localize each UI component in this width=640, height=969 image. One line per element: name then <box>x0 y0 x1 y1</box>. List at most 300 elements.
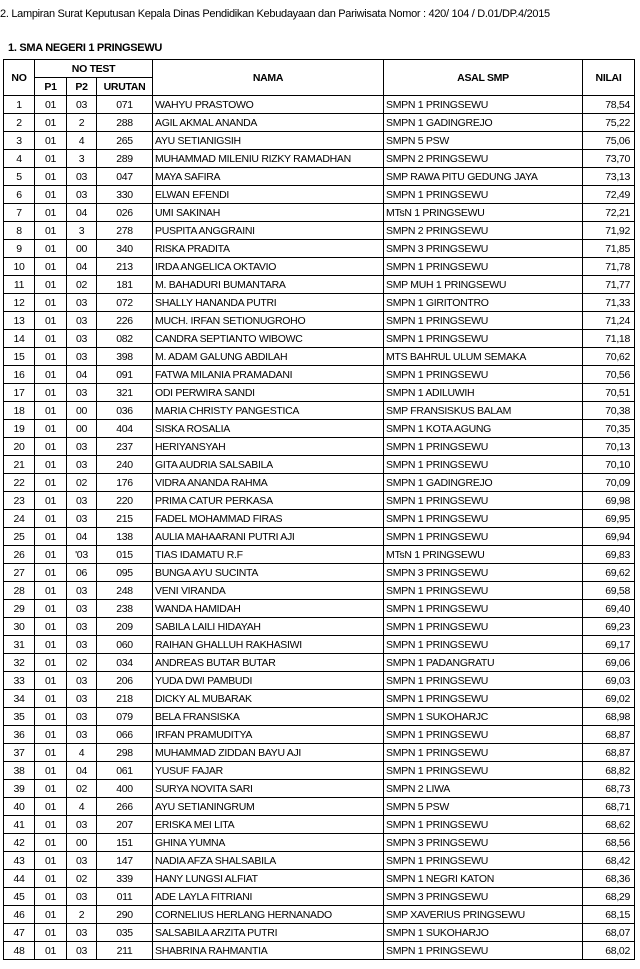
cell-no: 22 <box>4 474 35 492</box>
cell-p1: 01 <box>35 798 67 816</box>
cell-nilai: 68,02 <box>583 942 635 960</box>
cell-no: 2 <box>4 114 35 132</box>
cell-p1: 01 <box>35 96 67 114</box>
cell-asal-smp: SMPN 1 PRINGSEWU <box>384 852 583 870</box>
cell-urutan: 266 <box>97 798 153 816</box>
cell-p1: 01 <box>35 366 67 384</box>
cell-nama: M. ADAM GALUNG ABDILAH <box>153 348 384 366</box>
cell-p2: 03 <box>67 690 97 708</box>
cell-p2: 00 <box>67 240 97 258</box>
cell-urutan: 066 <box>97 726 153 744</box>
cell-asal-smp: SMPN 1 PRINGSEWU <box>384 330 583 348</box>
cell-p2: 04 <box>67 258 97 276</box>
cell-nilai: 71,92 <box>583 222 635 240</box>
table-row <box>4 330 635 348</box>
cell-asal-smp: SMPN 1 PRINGSEWU <box>384 582 583 600</box>
table-row <box>4 258 635 276</box>
cell-p1: 01 <box>35 402 67 420</box>
cell-p2: 03 <box>67 726 97 744</box>
cell-asal-smp: SMP MUH 1 PRINGSEWU <box>384 276 583 294</box>
cell-no: 7 <box>4 204 35 222</box>
cell-p2: 02 <box>67 474 97 492</box>
cell-p1: 01 <box>35 474 67 492</box>
cell-nama: WANDA HAMIDAH <box>153 600 384 618</box>
cell-nilai: 69,03 <box>583 672 635 690</box>
cell-p2: 00 <box>67 420 97 438</box>
cell-nilai: 72,21 <box>583 204 635 222</box>
cell-asal-smp: SMPN 1 GADINGREJO <box>384 474 583 492</box>
cell-urutan: 215 <box>97 510 153 528</box>
cell-urutan: 060 <box>97 636 153 654</box>
cell-nama: SABILA LAILI HIDAYAH <box>153 618 384 636</box>
cell-asal-smp: SMPN 2 PRINGSEWU <box>384 150 583 168</box>
table-row <box>4 600 635 618</box>
table-row <box>4 780 635 798</box>
cell-no: 10 <box>4 258 35 276</box>
header-nama: NAMA <box>153 60 384 96</box>
cell-p2: 3 <box>67 150 97 168</box>
cell-nilai: 68,15 <box>583 906 635 924</box>
table-row <box>4 546 635 564</box>
header-p1: P1 <box>35 78 67 96</box>
cell-nilai: 73,70 <box>583 150 635 168</box>
cell-asal-smp: SMPN 1 PRINGSEWU <box>384 744 583 762</box>
cell-nilai: 71,18 <box>583 330 635 348</box>
cell-nama: CANDRA SEPTIANTO WIBOWC <box>153 330 384 348</box>
cell-no: 38 <box>4 762 35 780</box>
cell-urutan: 072 <box>97 294 153 312</box>
cell-asal-smp: SMP FRANSISKUS BALAM <box>384 402 583 420</box>
cell-urutan: 404 <box>97 420 153 438</box>
cell-nilai: 70,62 <box>583 348 635 366</box>
cell-p1: 01 <box>35 690 67 708</box>
cell-nama: VIDRA ANANDA RAHMA <box>153 474 384 492</box>
cell-no: 43 <box>4 852 35 870</box>
cell-p2: 03 <box>67 888 97 906</box>
cell-asal-smp: SMPN 1 PRINGSEWU <box>384 312 583 330</box>
cell-asal-smp: SMPN 1 SUKOHARJO <box>384 924 583 942</box>
cell-nama: M. BAHADURI BUMANTARA <box>153 276 384 294</box>
cell-p2: 03 <box>67 348 97 366</box>
cell-p2: 03 <box>67 168 97 186</box>
header-p2: P2 <box>67 78 97 96</box>
table-row <box>4 762 635 780</box>
table-row <box>4 366 635 384</box>
cell-nilai: 70,13 <box>583 438 635 456</box>
cell-asal-smp: SMPN 1 PRINGSEWU <box>384 366 583 384</box>
section-title: 1. SMA NEGERI 1 PRINGSEWU <box>8 42 163 54</box>
cell-no: 24 <box>4 510 35 528</box>
cell-urutan: 035 <box>97 924 153 942</box>
cell-nilai: 69,40 <box>583 600 635 618</box>
header-no-test: NO TEST <box>35 60 153 78</box>
cell-p1: 01 <box>35 618 67 636</box>
cell-urutan: 240 <box>97 456 153 474</box>
cell-p2: 03 <box>67 330 97 348</box>
cell-p2: 04 <box>67 366 97 384</box>
cell-asal-smp: SMPN 3 PRINGSEWU <box>384 240 583 258</box>
cell-p2: 03 <box>67 96 97 114</box>
cell-asal-smp: SMPN 1 GIRITONTRO <box>384 294 583 312</box>
cell-urutan: 278 <box>97 222 153 240</box>
cell-asal-smp: SMPN 1 PRINGSEWU <box>384 618 583 636</box>
cell-nama: BUNGA AYU SUCINTA <box>153 564 384 582</box>
cell-nilai: 68,42 <box>583 852 635 870</box>
cell-asal-smp: SMP XAVERIUS PRINGSEWU <box>384 906 583 924</box>
cell-p1: 01 <box>35 564 67 582</box>
cell-nama: FATWA MILANIA PRAMADANI <box>153 366 384 384</box>
cell-asal-smp: SMPN 3 PRINGSEWU <box>384 564 583 582</box>
cell-p2: 03 <box>67 492 97 510</box>
cell-p1: 01 <box>35 852 67 870</box>
cell-nama: AULIA MAHAARANI PUTRI AJI <box>153 528 384 546</box>
cell-urutan: 091 <box>97 366 153 384</box>
cell-p1: 01 <box>35 654 67 672</box>
cell-p1: 01 <box>35 924 67 942</box>
cell-nama: GITA AUDRIA SALSABILA <box>153 456 384 474</box>
cell-no: 39 <box>4 780 35 798</box>
table-row <box>4 852 635 870</box>
cell-p2: 03 <box>67 294 97 312</box>
table-row <box>4 96 635 114</box>
header-urutan: URUTAN <box>97 78 153 96</box>
cell-p2: 2 <box>67 906 97 924</box>
cell-nama: RAIHAN GHALLUH RAKHASIWI <box>153 636 384 654</box>
cell-p1: 01 <box>35 708 67 726</box>
cell-asal-smp: SMPN 5 PSW <box>384 132 583 150</box>
cell-p1: 01 <box>35 186 67 204</box>
cell-p1: 01 <box>35 114 67 132</box>
cell-no: 25 <box>4 528 35 546</box>
cell-urutan: 206 <box>97 672 153 690</box>
cell-asal-smp: SMPN 1 PRINGSEWU <box>384 672 583 690</box>
cell-nama: GHINA YUMNA <box>153 834 384 852</box>
cell-nilai: 69,83 <box>583 546 635 564</box>
table-row <box>4 474 635 492</box>
cell-asal-smp: SMPN 1 PRINGSEWU <box>384 816 583 834</box>
cell-urutan: 207 <box>97 816 153 834</box>
cell-nama: IRDA ANGELICA OKTAVIO <box>153 258 384 276</box>
cell-p2: 04 <box>67 762 97 780</box>
cell-urutan: 248 <box>97 582 153 600</box>
cell-p1: 01 <box>35 420 67 438</box>
cell-urutan: 211 <box>97 942 153 960</box>
cell-nilai: 68,07 <box>583 924 635 942</box>
cell-p2: 03 <box>67 708 97 726</box>
cell-p1: 01 <box>35 726 67 744</box>
table-row <box>4 816 635 834</box>
cell-no: 33 <box>4 672 35 690</box>
header-nilai: NILAI <box>583 60 635 96</box>
table-body <box>4 96 635 960</box>
cell-no: 42 <box>4 834 35 852</box>
cell-urutan: 011 <box>97 888 153 906</box>
cell-nama: PRIMA CATUR PERKASA <box>153 492 384 510</box>
cell-nilai: 78,54 <box>583 96 635 114</box>
cell-p2: 4 <box>67 744 97 762</box>
cell-nama: AYU SETIANIGSIH <box>153 132 384 150</box>
cell-no: 17 <box>4 384 35 402</box>
table-row <box>4 528 635 546</box>
cell-p2: 2 <box>67 114 97 132</box>
cell-nama: HANY LUNGSI ALFIAT <box>153 870 384 888</box>
cell-p1: 01 <box>35 528 67 546</box>
cell-nama: SISKA ROSALIA <box>153 420 384 438</box>
cell-no: 11 <box>4 276 35 294</box>
cell-asal-smp: SMPN 1 PRINGSEWU <box>384 528 583 546</box>
cell-urutan: 061 <box>97 762 153 780</box>
cell-no: 14 <box>4 330 35 348</box>
cell-nilai: 68,29 <box>583 888 635 906</box>
cell-urutan: 034 <box>97 654 153 672</box>
cell-p1: 01 <box>35 870 67 888</box>
cell-nilai: 69,94 <box>583 528 635 546</box>
document-header: 2. Lampiran Surat Keputusan Kepala Dinas Pendidikan Kebudayaan dan Pariwisata Nomor : 420/ 104 / D.01/DP.4/2015 <box>0 8 550 20</box>
cell-p1: 01 <box>35 492 67 510</box>
cell-urutan: 047 <box>97 168 153 186</box>
cell-urutan: 079 <box>97 708 153 726</box>
cell-nilai: 68,87 <box>583 744 635 762</box>
cell-nilai: 75,22 <box>583 114 635 132</box>
cell-nilai: 68,36 <box>583 870 635 888</box>
cell-asal-smp: SMPN 1 PRINGSEWU <box>384 942 583 960</box>
cell-nilai: 70,09 <box>583 474 635 492</box>
cell-no: 37 <box>4 744 35 762</box>
cell-asal-smp: SMPN 1 PRINGSEWU <box>384 690 583 708</box>
cell-no: 8 <box>4 222 35 240</box>
cell-no: 29 <box>4 600 35 618</box>
cell-nilai: 69,95 <box>583 510 635 528</box>
cell-p2: 03 <box>67 312 97 330</box>
cell-nilai: 68,87 <box>583 726 635 744</box>
cell-p2: 03 <box>67 186 97 204</box>
table-row <box>4 708 635 726</box>
cell-nilai: 71,77 <box>583 276 635 294</box>
cell-no: 23 <box>4 492 35 510</box>
cell-no: 31 <box>4 636 35 654</box>
cell-no: 20 <box>4 438 35 456</box>
cell-p1: 01 <box>35 222 67 240</box>
cell-p1: 01 <box>35 744 67 762</box>
cell-nilai: 68,62 <box>583 816 635 834</box>
cell-p2: 03 <box>67 924 97 942</box>
cell-asal-smp: SMPN 1 PRINGSEWU <box>384 492 583 510</box>
cell-nama: SHABRINA RAHMANTIA <box>153 942 384 960</box>
cell-p1: 01 <box>35 510 67 528</box>
table-row <box>4 348 635 366</box>
cell-nama: HERIYANSYAH <box>153 438 384 456</box>
cell-asal-smp: SMPN 1 PRINGSEWU <box>384 600 583 618</box>
cell-nama: YUDA DWI PAMBUDI <box>153 672 384 690</box>
cell-no: 26 <box>4 546 35 564</box>
table-row <box>4 456 635 474</box>
cell-urutan: 340 <box>97 240 153 258</box>
cell-asal-smp: SMPN 2 LIWA <box>384 780 583 798</box>
cell-nama: TIAS IDAMATU R.F <box>153 546 384 564</box>
cell-urutan: 321 <box>97 384 153 402</box>
cell-asal-smp: SMPN 1 GADINGREJO <box>384 114 583 132</box>
cell-urutan: 082 <box>97 330 153 348</box>
cell-no: 9 <box>4 240 35 258</box>
cell-p1: 01 <box>35 330 67 348</box>
table-row <box>4 672 635 690</box>
cell-no: 19 <box>4 420 35 438</box>
cell-urutan: 290 <box>97 906 153 924</box>
table-row <box>4 276 635 294</box>
cell-nama: YUSUF FAJAR <box>153 762 384 780</box>
table-row <box>4 510 635 528</box>
cell-p1: 01 <box>35 762 67 780</box>
cell-urutan: 398 <box>97 348 153 366</box>
cell-no: 5 <box>4 168 35 186</box>
cell-asal-smp: SMPN 1 PRINGSEWU <box>384 510 583 528</box>
cell-urutan: 036 <box>97 402 153 420</box>
cell-urutan: 151 <box>97 834 153 852</box>
cell-nama: IRFAN PRAMUDITYA <box>153 726 384 744</box>
table-row <box>4 888 635 906</box>
cell-nama: FADEL MOHAMMAD FIRAS <box>153 510 384 528</box>
cell-nama: SURYA NOVITA SARI <box>153 780 384 798</box>
cell-p2: 4 <box>67 798 97 816</box>
cell-asal-smp: SMPN 1 PRINGSEWU <box>384 456 583 474</box>
table-row <box>4 744 635 762</box>
cell-nama: ELWAN EFENDI <box>153 186 384 204</box>
cell-no: 21 <box>4 456 35 474</box>
cell-urutan: 138 <box>97 528 153 546</box>
cell-p2: 3 <box>67 222 97 240</box>
cell-urutan: 226 <box>97 312 153 330</box>
cell-p1: 01 <box>35 816 67 834</box>
cell-urutan: 238 <box>97 600 153 618</box>
cell-urutan: 026 <box>97 204 153 222</box>
cell-nama: PUSPITA ANGGRAINI <box>153 222 384 240</box>
cell-nama: NADIA AFZA SHALSABILA <box>153 852 384 870</box>
cell-nilai: 69,98 <box>583 492 635 510</box>
cell-p1: 01 <box>35 438 67 456</box>
cell-no: 16 <box>4 366 35 384</box>
cell-urutan: 339 <box>97 870 153 888</box>
table-row <box>4 150 635 168</box>
cell-urutan: 288 <box>97 114 153 132</box>
cell-asal-smp: SMP RAWA PITU GEDUNG JAYA <box>384 168 583 186</box>
cell-nilai: 69,23 <box>583 618 635 636</box>
cell-urutan: 330 <box>97 186 153 204</box>
cell-p1: 01 <box>35 348 67 366</box>
cell-nilai: 68,98 <box>583 708 635 726</box>
cell-nilai: 71,85 <box>583 240 635 258</box>
header-asal-smp: ASAL SMP <box>384 60 583 96</box>
cell-nama: MAYA SAFIRA <box>153 168 384 186</box>
cell-p2: 03 <box>67 600 97 618</box>
cell-p1: 01 <box>35 276 67 294</box>
cell-no: 34 <box>4 690 35 708</box>
cell-nilai: 69,17 <box>583 636 635 654</box>
cell-nama: MUCH. IRFAN SETIONUGROHO <box>153 312 384 330</box>
cell-nilai: 68,82 <box>583 762 635 780</box>
cell-urutan: 213 <box>97 258 153 276</box>
cell-asal-smp: SMPN 1 ADILUWIH <box>384 384 583 402</box>
table-row <box>4 132 635 150</box>
cell-urutan: 209 <box>97 618 153 636</box>
cell-nilai: 69,06 <box>583 654 635 672</box>
cell-nama: WAHYU PRASTOWO <box>153 96 384 114</box>
cell-nama: RISKA PRADITA <box>153 240 384 258</box>
cell-nilai: 71,78 <box>583 258 635 276</box>
table-row <box>4 186 635 204</box>
table-row <box>4 294 635 312</box>
table-row <box>4 384 635 402</box>
cell-no: 18 <box>4 402 35 420</box>
cell-no: 6 <box>4 186 35 204</box>
cell-no: 44 <box>4 870 35 888</box>
cell-nilai: 69,62 <box>583 564 635 582</box>
cell-asal-smp: MTsN 1 PRINGSEWU <box>384 546 583 564</box>
cell-p1: 01 <box>35 204 67 222</box>
table-row <box>4 438 635 456</box>
results-table <box>3 59 635 960</box>
cell-urutan: 298 <box>97 744 153 762</box>
cell-nilai: 70,56 <box>583 366 635 384</box>
cell-asal-smp: SMPN 1 PRINGSEWU <box>384 438 583 456</box>
cell-nama: MARIA CHRISTY PANGESTICA <box>153 402 384 420</box>
cell-p2: 03 <box>67 942 97 960</box>
cell-asal-smp: SMPN 3 PRINGSEWU <box>384 834 583 852</box>
cell-asal-smp: SMPN 3 PRINGSEWU <box>384 888 583 906</box>
table-row <box>4 204 635 222</box>
table-row <box>4 834 635 852</box>
table-row <box>4 582 635 600</box>
cell-urutan: 218 <box>97 690 153 708</box>
cell-p2: 04 <box>67 204 97 222</box>
table-row <box>4 420 635 438</box>
cell-p1: 01 <box>35 780 67 798</box>
cell-asal-smp: SMPN 1 KOTA AGUNG <box>384 420 583 438</box>
cell-nilai: 71,24 <box>583 312 635 330</box>
cell-p1: 01 <box>35 582 67 600</box>
cell-no: 40 <box>4 798 35 816</box>
cell-asal-smp: SMPN 1 PRINGSEWU <box>384 96 583 114</box>
table-row <box>4 654 635 672</box>
cell-p2: 02 <box>67 276 97 294</box>
table-row <box>4 870 635 888</box>
cell-nilai: 70,51 <box>583 384 635 402</box>
cell-p2: 03 <box>67 618 97 636</box>
cell-no: 45 <box>4 888 35 906</box>
cell-p2: 03 <box>67 510 97 528</box>
cell-urutan: 181 <box>97 276 153 294</box>
cell-nama: MUHAMMAD ZIDDAN BAYU AJI <box>153 744 384 762</box>
cell-nama: VENI VIRANDA <box>153 582 384 600</box>
cell-p1: 01 <box>35 168 67 186</box>
cell-nilai: 73,13 <box>583 168 635 186</box>
cell-nama: SALSABILA ARZITA PUTRI <box>153 924 384 942</box>
cell-urutan: 176 <box>97 474 153 492</box>
cell-no: 15 <box>4 348 35 366</box>
cell-p1: 01 <box>35 906 67 924</box>
cell-p1: 01 <box>35 294 67 312</box>
cell-no: 41 <box>4 816 35 834</box>
cell-asal-smp: SMPN 1 NEGRI KATON <box>384 870 583 888</box>
cell-nama: BELA FRANSISKA <box>153 708 384 726</box>
cell-no: 12 <box>4 294 35 312</box>
cell-p1: 01 <box>35 240 67 258</box>
cell-no: 36 <box>4 726 35 744</box>
table-row <box>4 726 635 744</box>
cell-asal-smp: SMPN 2 PRINGSEWU <box>384 222 583 240</box>
table-row <box>4 222 635 240</box>
cell-asal-smp: SMPN 5 PSW <box>384 798 583 816</box>
table-row <box>4 564 635 582</box>
